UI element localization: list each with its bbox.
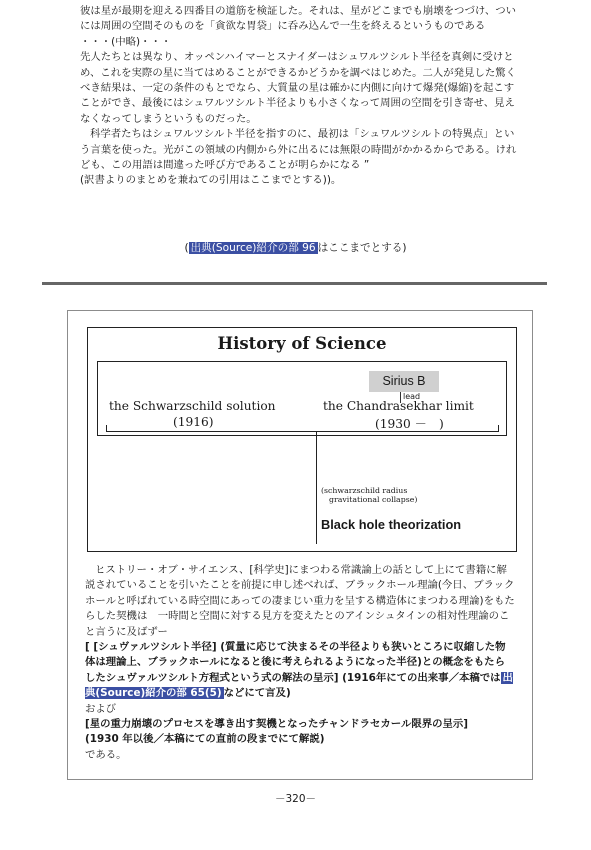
source-link[interactable]: 出典(Source)紹介の部 65(5)	[85, 671, 513, 700]
bold-paragraph: (1930 年以後／本稿にての直前の段までにて解説)	[85, 733, 325, 746]
bold-text: [ [シュヴァルツシルト半径] (質量に応じて決まるその半径よりも狭いところに収縮した物体は理論上、ブラックホールになると後に考えられるようになった半径)との概念をもたらしたシュヴァルツシルト方程式という式の解法の呈示] (1916年にての出来事／本稿では	[85, 641, 506, 684]
chandrasekhar-year: (1930 － )	[375, 417, 444, 431]
lead-label: lead	[403, 392, 421, 401]
schwarzschild-year: (1916)	[173, 415, 214, 429]
chandrasekhar-label: the Chandrasekhar limit	[323, 399, 474, 413]
black-hole-theorization-label: Black hole theorization	[321, 517, 462, 532]
timeline-axis	[106, 431, 498, 432]
bold-paragraph: [星の重力崩壊のプロセスを導き出す契機となったチャンドラセカール限界の呈示]	[85, 718, 469, 731]
closing-text: である。	[85, 748, 127, 761]
source-line-rest: はここまでとする)	[317, 242, 407, 254]
bold-paragraph	[85, 640, 515, 702]
page-number: －320－	[274, 793, 317, 805]
sirius-b-box: Sirius B	[369, 371, 439, 392]
conjunction: および	[85, 702, 117, 715]
source-link[interactable]: 出典(Source)紹介の部 96	[190, 242, 316, 254]
quote-closing: (訳書よりのまとめを兼ねての引用はここまでとする))。	[80, 174, 342, 187]
source-line	[0, 241, 591, 256]
schwarzschild-radius-note	[321, 486, 417, 504]
note-line: (schwarzschild radius	[321, 486, 408, 495]
bold-text: などにて言及)	[223, 687, 291, 700]
diagram-title: History of Science	[217, 334, 387, 353]
omission-mark: ・・・(中略)・・・	[80, 35, 172, 48]
timeline-tick-right	[498, 425, 499, 432]
quote-paragraph: 科学者たちはシュワルツシルト半径を指すのに、最初は「シュワルツシルトの特異点」という言葉を使った。光がこの領域の内側から外に出るには無限の時間がかかるからである。けれども、この用語は間違った呼び方であることが明らかになる ”	[80, 128, 517, 172]
source-open-paren: (	[184, 242, 189, 254]
note-line: gravitational collapse)	[329, 495, 418, 504]
lower-text-block	[85, 563, 515, 763]
timeline-branch	[316, 432, 317, 544]
quote-paragraph: 彼は星が最期を迎える四番目の道筋を検証した。それは、星がどこまでも崩壊をつづけ、ついには周囲の空間そのものを「貪欲な胃袋」に呑み込んで一生を終えるというものである	[80, 5, 516, 33]
body-paragraph: ヒストリー・オブ・サイエンス、[科学史]にまつわる常識論上の話として上にて書籍に解説されていることを引いたことを前提に申し述べれば、ブラックホール理論(今日、ブラックホールと呼ばれている時空間にあっての凄まじい重力を呈する構造体にまつわる理論)をもたらした契機は 一時間と空間に対する見方を変えたとのアインシュタインの相対性理論のこと言うに及ばずー	[85, 564, 515, 638]
schwarzschild-label: the Schwarzschild solution	[109, 399, 276, 413]
history-diagram	[87, 327, 517, 552]
section-divider	[42, 282, 547, 285]
upper-quote-block	[80, 4, 520, 189]
timeline-tick-left	[106, 425, 107, 432]
quote-paragraph: 先人たちとは異なり、オッペンハイマーとスナイダーはシュワルツシルト半径を真剣に受けとめ、これを実際の星に当てはめることができるかどうかを調べはじめた。二人が発見した驚くべき結果は、一定の条件のもとでなら、大質量の星は確かに内側に向けて爆発(爆縮)を起こすことができ、最後にはシュワルツシルト半径よりも小さくなって周囲の空間を引き寄せ、見えなくなってしまうというものだった。	[80, 51, 516, 125]
